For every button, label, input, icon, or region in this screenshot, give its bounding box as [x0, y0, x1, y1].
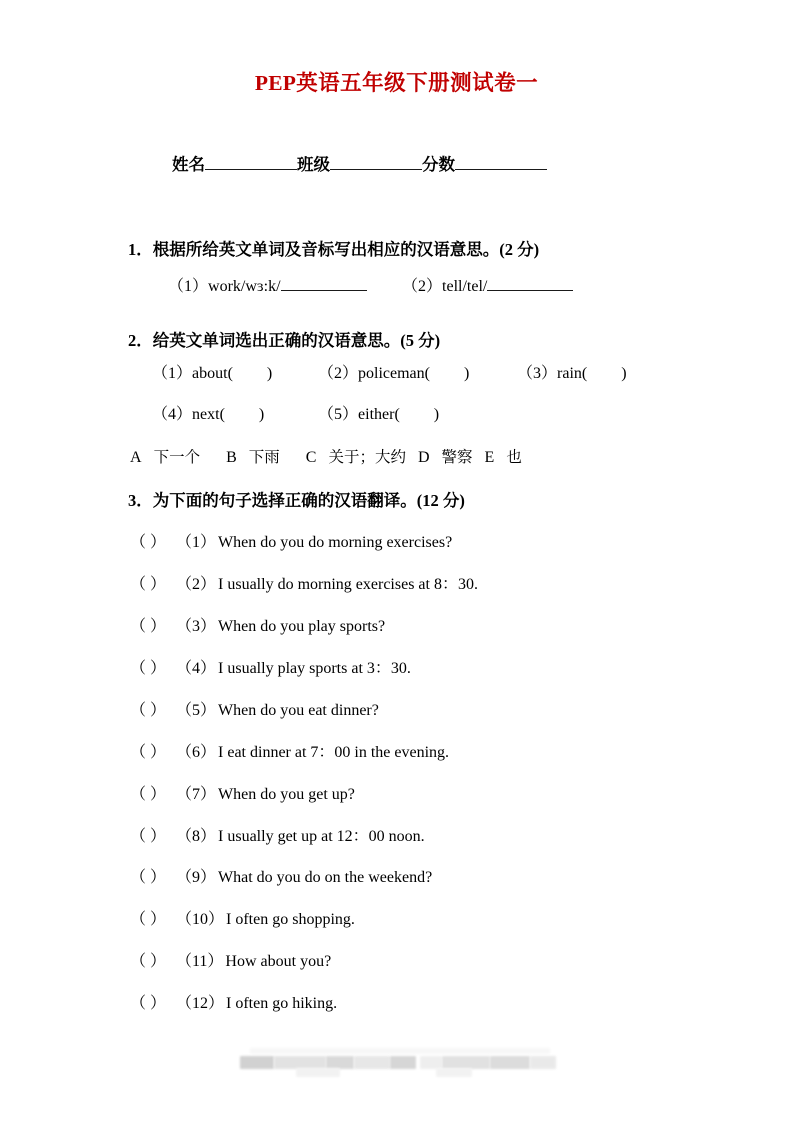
option-d-letter: D	[417, 449, 430, 466]
table-row	[130, 571, 478, 594]
section-3-number: 3．	[128, 491, 153, 510]
item-3-sentence: When do you play sports?	[218, 618, 386, 635]
section-1-item-2-answer-blank[interactable]	[487, 276, 573, 291]
page-title-latin: PEP	[254, 71, 297, 95]
table-row	[130, 823, 425, 846]
option-c-letter: C	[305, 449, 317, 466]
option-a-letter: A	[130, 449, 142, 466]
section-2-item-1-close: )	[266, 365, 273, 382]
item-4-sentence: I usually play sports at 3：30.	[218, 660, 411, 677]
section-2-item-2-close: )	[463, 365, 470, 382]
item-7-index: （7）	[176, 786, 217, 803]
option-b-letter: B	[226, 449, 237, 466]
option-b-text: 下雨	[248, 448, 280, 466]
answer-bracket-10[interactable]: （ ）	[130, 911, 167, 928]
section-2-item-1	[152, 363, 272, 385]
item-9-sentence: What do you do on the weekend?	[218, 869, 433, 886]
item-3-index: （3）	[176, 618, 217, 635]
table-row	[130, 864, 432, 887]
identity-line	[172, 152, 547, 178]
score-label: 分数	[422, 155, 455, 174]
item-9-index: （9）	[176, 869, 217, 886]
section-2-item-5-index: （5）	[318, 406, 359, 423]
item-2-sentence: I usually do morning exercises at 8：30.	[218, 576, 478, 593]
redaction-block	[296, 1068, 340, 1077]
item-10-sentence: I often go shopping.	[226, 911, 355, 928]
redaction-block	[240, 1056, 274, 1069]
table-row	[130, 697, 379, 720]
section-3-heading	[128, 487, 465, 511]
item-12-index: （12）	[176, 995, 225, 1012]
item-10-index: （10）	[176, 911, 225, 928]
section-2-item-2	[318, 363, 469, 385]
section-1-item-1-answer-blank[interactable]	[281, 276, 367, 291]
redaction-block	[250, 1048, 550, 1054]
option-c-text: 关于；大约	[328, 448, 406, 466]
section-2-item-4-close: )	[258, 406, 265, 423]
section-2-points: (5 分)	[400, 331, 441, 350]
item-8-sentence: I usually get up at 12：00 noon.	[218, 828, 425, 845]
item-4-index: （4）	[176, 660, 217, 677]
class-label: 班级	[297, 155, 330, 174]
section-1-item-2-index: （2）	[402, 278, 443, 295]
item-11-sentence: How about you?	[225, 953, 332, 970]
section-2-item-1-word: about(	[192, 365, 233, 382]
item-11-index: （11）	[176, 953, 224, 970]
item-7-sentence: When do you get up?	[218, 786, 355, 803]
section-2-item-3-word: rain(	[557, 365, 588, 382]
section-3-title: 为下面的句子选择正确的汉语翻译。	[152, 491, 417, 510]
table-row	[130, 906, 355, 929]
section-2-option-bank	[130, 445, 522, 467]
item-6-index: （6）	[176, 744, 217, 761]
redaction-block	[354, 1056, 390, 1069]
section-2-number: 2．	[128, 331, 153, 350]
table-row	[130, 655, 411, 678]
section-2-item-5-close: )	[433, 406, 440, 423]
item-2-index: （2）	[176, 576, 217, 593]
section-2-item-3	[517, 363, 627, 385]
name-label: 姓名	[172, 155, 205, 174]
redaction-block	[490, 1056, 530, 1069]
section-3-points: (12 分)	[416, 491, 465, 510]
section-2-item-2-index: （2）	[318, 365, 359, 382]
answer-bracket-1[interactable]: （ ）	[130, 534, 167, 551]
answer-bracket-5[interactable]: （ ）	[130, 702, 167, 719]
section-1-item-1-index: （1）	[168, 278, 209, 295]
answer-bracket-3[interactable]: （ ）	[130, 618, 167, 635]
page-title	[0, 66, 793, 97]
item-5-sentence: When do you eat dinner?	[218, 702, 379, 719]
section-2-item-3-index: （3）	[517, 365, 558, 382]
section-1-item-2	[402, 276, 573, 298]
option-d-text: 警察	[441, 448, 473, 466]
section-2-item-3-close: )	[621, 365, 627, 382]
table-row	[130, 739, 449, 762]
name-field[interactable]	[205, 154, 297, 170]
answer-bracket-9[interactable]: （ ）	[130, 869, 167, 886]
table-row	[130, 781, 355, 804]
section-2-item-4-word: next(	[192, 406, 225, 423]
table-row	[130, 990, 337, 1013]
section-1-item-1-word: work/wɜ:k/	[208, 278, 281, 295]
table-row	[130, 613, 385, 636]
answer-bracket-4[interactable]: （ ）	[130, 660, 167, 677]
section-2-item-4	[152, 404, 264, 426]
score-field[interactable]	[455, 154, 547, 170]
redaction-block	[530, 1056, 556, 1069]
item-6-sentence: I eat dinner at 7：00 in the evening.	[218, 744, 450, 761]
answer-bracket-7[interactable]: （ ）	[130, 786, 167, 803]
item-8-index: （8）	[176, 828, 217, 845]
redacted-watermark-band	[0, 1048, 793, 1082]
section-1-heading	[128, 236, 539, 260]
table-row	[130, 529, 452, 552]
section-1-title: 根据所给英文单词及音标写出相应的汉语意思。	[152, 240, 500, 259]
section-2-item-5	[318, 404, 439, 426]
answer-bracket-8[interactable]: （ ）	[130, 828, 167, 845]
item-1-index: （1）	[176, 534, 217, 551]
section-1-number: 1．	[128, 240, 153, 259]
section-2-item-1-index: （1）	[152, 365, 193, 382]
item-12-sentence: I often go hiking.	[226, 995, 338, 1012]
section-1-item-2-word: tell/tel/	[442, 278, 488, 295]
item-5-index: （5）	[176, 702, 217, 719]
item-1-sentence: When do you do morning exercises?	[218, 534, 453, 551]
redaction-block	[390, 1056, 416, 1069]
section-2-title: 给英文单词选出正确的汉语意思。	[152, 331, 401, 350]
answer-bracket-6[interactable]: （ ）	[130, 744, 167, 761]
class-field[interactable]	[330, 154, 422, 170]
answer-bracket-11[interactable]: （ ）	[130, 953, 167, 970]
section-2-item-4-index: （4）	[152, 406, 193, 423]
option-e-text: 也	[506, 448, 522, 466]
option-e-letter: E	[484, 449, 495, 466]
section-1-points: (2 分)	[499, 240, 540, 259]
redaction-block	[436, 1068, 472, 1077]
section-2-item-2-word: policeman(	[358, 365, 430, 382]
section-2-item-5-word: either(	[358, 406, 400, 423]
answer-bracket-2[interactable]: （ ）	[130, 576, 167, 593]
option-a-text: 下一个	[153, 448, 201, 466]
table-row	[130, 948, 331, 971]
section-1-item-1	[168, 276, 367, 298]
section-2-heading	[128, 327, 440, 351]
page-title-chinese: 英语五年级下册测试卷一	[296, 71, 539, 96]
answer-bracket-12[interactable]: （ ）	[130, 995, 167, 1012]
